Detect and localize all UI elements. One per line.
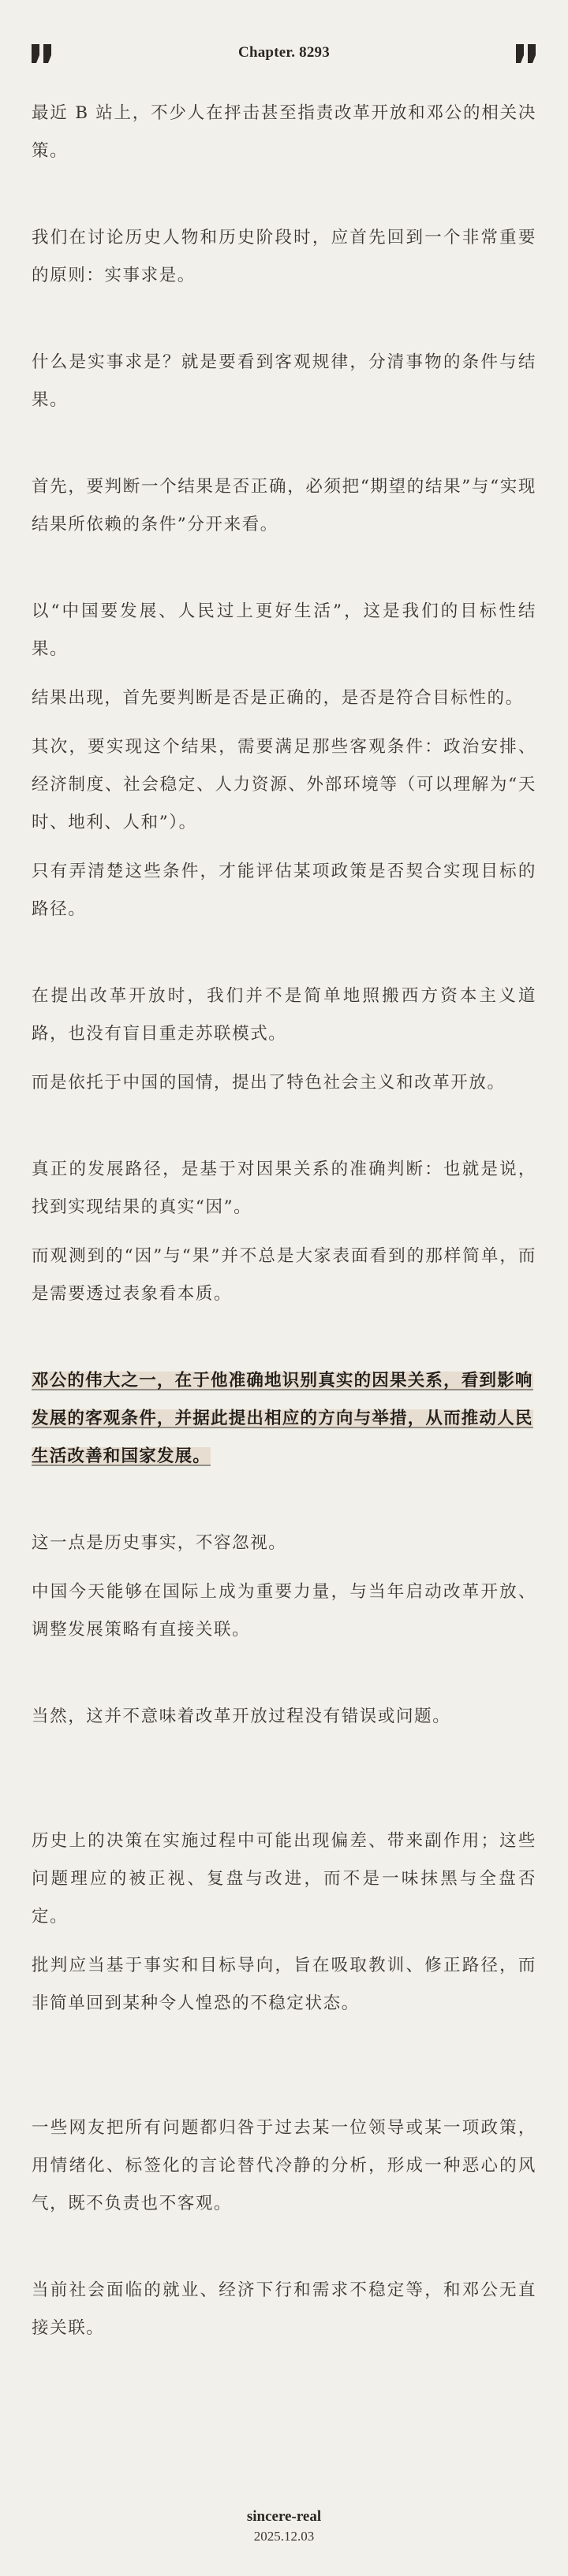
article-body — [32, 95, 536, 2347]
paragraph: 只有弄清楚这些条件，才能评估某项政策是否契合实现目标的路径。 — [32, 862, 536, 919]
close-quote-icon — [514, 43, 538, 65]
paragraph: 中国今天能够在国际上成为重要力量，与当年启动改革开放、调整发展策略有直接关联。 — [32, 1582, 536, 1640]
paragraph: 在提出改革开放时，我们并不是简单地照搬西方资本主义道路，也没有盲目重走苏联模式。 — [32, 986, 536, 1044]
paragraph: 而是依托于中国的国情，提出了特色社会主义和改革开放。 — [32, 1073, 506, 1093]
paragraph: 我们在讨论历史人物和历史阶段时，应首先回到一个非常重要的原则：实事求是。 — [32, 228, 536, 285]
chapter-header — [0, 43, 568, 74]
paragraph: 以“中国要发展、人民过上更好生活”，这是我们的目标性结果。 — [32, 601, 536, 659]
author-name: sincere-real — [246, 2508, 322, 2525]
publish-date: 2025.12.03 — [253, 2529, 315, 2544]
paragraph: 当前社会面临的就业、经济下行和需求不稳定等，和邓公无直接关联。 — [32, 2280, 536, 2338]
footer — [0, 2507, 568, 2546]
paragraph: 结果出现，首先要判断是否是正确的，是否是符合目标性的。 — [32, 688, 524, 708]
paragraph: 这一点是历史事实，不容忽视。 — [32, 1533, 287, 1553]
paragraph: 什么是实事求是？就是要看到客观规律，分清事物的条件与结果。 — [32, 352, 536, 410]
highlight-text: 邓公的伟大之一，在于他准确地识别真实的因果关系，看到影响发展的客观条件，并据此提出相应的方向与举措，从而推动人民生活改善和国家发展。 — [32, 1371, 533, 1466]
paragraph: 首先，要判断一个结果是否正确，必须把“期望的结果”与“实现结果所依赖的条件”分开来看。 — [32, 477, 536, 534]
highlighted-paragraph — [32, 1362, 536, 1476]
paragraph: 当然，这并不意味着改革开放过程没有错误或问题。 — [32, 1707, 451, 1726]
chapter-title: Chapter. 8293 — [238, 44, 330, 61]
paragraph: 而观测到的“因”与“果”并不总是大家表面看到的那样简单，而是需要透过表象看本质。 — [32, 1246, 536, 1304]
paragraph: 其次，要实现这个结果，需要满足那些客观条件：政治安排、经济制度、社会稳定、人力资源、外部环境等（可以理解为“天时、地利、人和”）。 — [32, 737, 536, 832]
paragraph: 批判应当基于事实和目标导向，旨在吸取教训、修正路径，而非简单回到某种令人惶恐的不稳定状态。 — [32, 1956, 536, 2013]
paragraph: 一些网友把所有问题都归咎于过去某一位领导或某一项政策，用情绪化、标签化的言论替代冷静的分析，形成一种恶心的风气，既不负责也不客观。 — [32, 2118, 536, 2213]
paragraph: 历史上的决策在实施过程中可能出现偏差、带来副作用；这些问题理应的被正视、复盘与改进，而不是一味抹黑与全盘否定。 — [32, 1831, 536, 1926]
paragraph: 真正的发展路径，是基于对因果关系的准确判断：也就是说，找到实现结果的真实“因”。 — [32, 1160, 536, 1217]
paragraph: 最近 B 站上，不少人在抨击甚至指责改革开放和邓公的相关决策。 — [32, 103, 536, 161]
